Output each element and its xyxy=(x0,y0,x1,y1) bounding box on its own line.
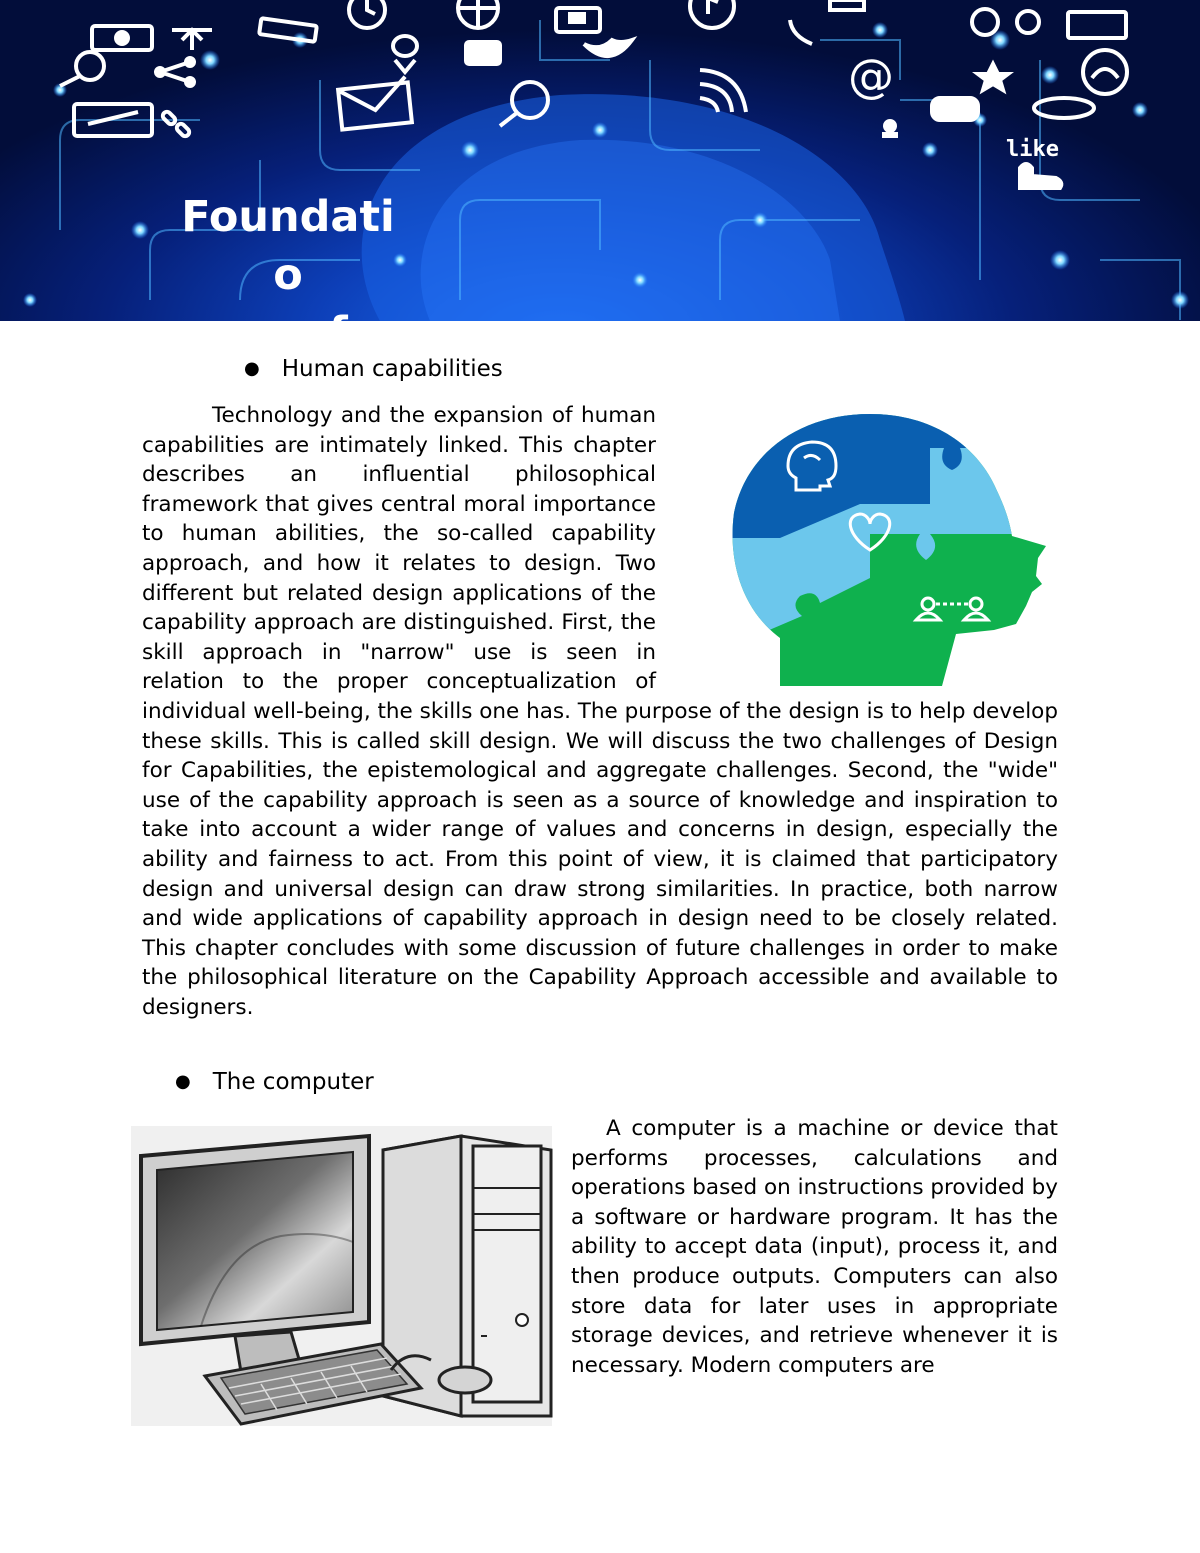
document-title xyxy=(168,188,408,420)
desktop-computer-illustration xyxy=(131,1126,552,1426)
monitor-icon xyxy=(141,1136,369,1372)
section-heading-the-computer xyxy=(175,1068,374,1096)
section-heading-human-capabilities xyxy=(244,355,503,383)
search-icon xyxy=(60,52,104,86)
at-icon xyxy=(848,49,894,103)
window-icon xyxy=(1068,12,1126,38)
paragraph-text: Technology and the expansion of human capabilities are intimately linked. This chapter describes an influential philosophical framework that gives central moral importance to human abilities, the so-called capability approach, and how it relates to design. Two different but related design applications of the capability approach are distinguished. First, the skill approach in "narrow" use is seen in relation to the proper conceptualization of individual well-being, the skills one has. The purpose of the design is to help develop these skills. This is called skill design. We will discuss the two challenges of Design for Capabilities, the epistemological and aggregate challenges. Second, the "wide" use of the capability approach is seen as a source of knowledge and inspiration to take into account a wider range of values and concerns in design, especially the ability and fairness to act. From this point of view, it is claimed that participatory design and universal design can draw strong similarities. In practice, both narrow and wide applications of capability approach in design need to be closely related. This chapter concludes with some discussion of future challenges in order to make the philosophical literature on the Capability Approach accessible and available to designers. xyxy=(142,403,1058,1020)
mail-icon xyxy=(338,77,412,130)
heading-text: The computer xyxy=(212,1069,374,1095)
speech-bubble-icon xyxy=(393,36,417,72)
title-line-2: ns of xyxy=(228,308,348,358)
chat-icon xyxy=(259,18,317,42)
speech-bubble-icon xyxy=(1034,98,1094,118)
link-icon xyxy=(161,110,191,138)
twitter-icon xyxy=(584,40,632,56)
users-icon xyxy=(92,26,152,50)
clock-icon xyxy=(349,0,385,28)
wifi-icon xyxy=(700,70,746,112)
like-label: like xyxy=(1006,137,1059,162)
at-symbol: @ xyxy=(848,49,894,103)
folder-icon xyxy=(466,42,500,64)
phone-icon xyxy=(790,20,812,44)
heading-text: Human capabilities xyxy=(281,356,503,382)
title-line-1: Foundatio xyxy=(181,192,395,300)
chat-icon xyxy=(932,98,978,120)
user-icon xyxy=(882,121,898,138)
bullet-icon: ● xyxy=(244,358,260,379)
globe-icon xyxy=(458,0,498,28)
bullet-icon: ● xyxy=(175,1071,191,1092)
star-icon xyxy=(978,64,1008,90)
head-puzzle-illustration xyxy=(720,408,1050,693)
paragraph-text: A computer is a machine or device that performs processes, calculations and operations based on instructions provided by a software or hardware program. It has the ability to accept data (input), process it, and then produce outputs. Computers can also store data for later uses in appropriate storage devices, and retrieve whenever it is necessary. Modern computers are xyxy=(571,1116,1058,1378)
share-icon xyxy=(156,58,194,86)
calendar-icon xyxy=(830,0,864,10)
headset-icon xyxy=(1083,50,1127,94)
title-line-3: H xyxy=(270,366,306,416)
upload-icon xyxy=(172,30,212,50)
the-computer-paragraph xyxy=(571,1114,1058,1380)
settings-icon xyxy=(972,9,1039,35)
network-icon xyxy=(556,8,600,32)
music-icon xyxy=(690,0,734,28)
